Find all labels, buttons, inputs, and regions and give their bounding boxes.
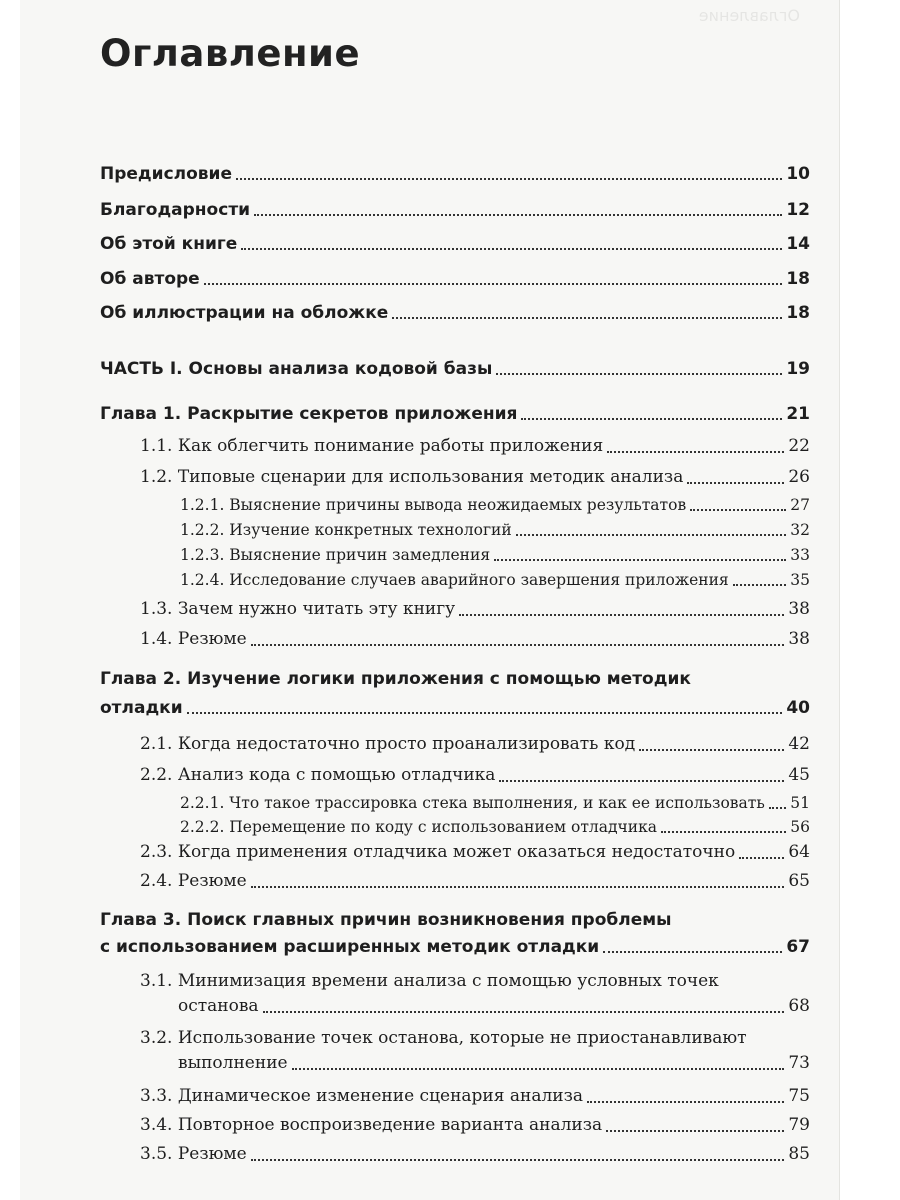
toc-label: 1.2.4. Исследование случаев аварийного завершения приложения <box>180 571 729 589</box>
toc-page-number: 12 <box>786 200 810 220</box>
leader-dots <box>241 247 782 250</box>
toc-page-number: 18 <box>786 269 810 289</box>
toc-entry-section-3-1[interactable] <box>140 969 810 1018</box>
toc-entry-chapter-3[interactable] <box>100 909 810 958</box>
toc-page-number: 42 <box>788 734 810 754</box>
toc-label: 3.4. Повторное воспроизведение варианта анализа <box>140 1115 603 1135</box>
leader-dots <box>516 533 787 536</box>
toc-entry-cover-illustration[interactable] <box>100 302 810 324</box>
toc-page-number: 64 <box>788 842 810 862</box>
leader-dots <box>769 806 787 809</box>
toc-entry-section-2-4[interactable] <box>140 869 810 893</box>
leader-dots <box>251 1158 785 1161</box>
toc-entry-section-3-4[interactable] <box>140 1113 810 1137</box>
toc-entry-section-2-2[interactable] <box>140 763 810 787</box>
toc-entry-section-1-1[interactable] <box>140 434 810 458</box>
toc-entry-section-1-2-3[interactable] <box>180 544 810 566</box>
toc-label: 1.4. Резюме <box>140 629 247 649</box>
toc-entry-section-2-2-1[interactable] <box>180 792 810 814</box>
toc-entry-preface[interactable] <box>100 163 810 185</box>
leader-dots <box>187 711 783 714</box>
toc-page-number: 10 <box>786 164 810 184</box>
leader-dots <box>521 417 782 420</box>
toc-page-number: 51 <box>790 794 810 812</box>
leader-dots <box>494 558 786 561</box>
toc-page-number: 67 <box>786 937 810 957</box>
toc-page-number: 73 <box>788 1053 810 1073</box>
toc-page-number: 38 <box>788 629 810 649</box>
toc-entry-section-2-3[interactable] <box>140 840 810 864</box>
toc-page-number: 32 <box>790 521 810 539</box>
toc-page-number: 27 <box>790 496 810 514</box>
toc-entry-chapter-1[interactable] <box>100 403 810 425</box>
toc-entry-about-book[interactable] <box>100 233 810 255</box>
toc-label: 3.3. Динамическое изменение сценария анализа <box>140 1086 584 1106</box>
toc-page-number: 22 <box>788 436 810 456</box>
leader-dots <box>459 613 784 616</box>
toc-page-number: 38 <box>788 599 810 619</box>
toc-label: Об иллюстрации на обложке <box>100 303 389 323</box>
toc-label: 3.5. Резюме <box>140 1144 247 1164</box>
toc-page-number: 68 <box>788 996 810 1016</box>
toc-entry-about-author[interactable] <box>100 268 810 290</box>
toc-label: 2.3. Когда применения отладчика может оказаться недостаточно <box>140 842 736 862</box>
leader-dots <box>687 481 784 484</box>
toc-label-line-2: выполнение <box>178 1053 288 1073</box>
leader-dots <box>603 950 782 953</box>
leader-dots <box>251 885 785 888</box>
toc-label-line-2: останова <box>178 996 259 1016</box>
toc-page-number: 19 <box>786 359 810 379</box>
leader-dots <box>499 779 784 782</box>
leader-dots <box>204 282 783 285</box>
toc-label: 1.2.3. Выяснение причин замедления <box>180 546 491 564</box>
toc-page-number: 75 <box>788 1086 810 1106</box>
toc-entry-section-2-2-2[interactable] <box>180 816 810 838</box>
toc-label: Об авторе <box>100 269 200 289</box>
toc-label-line-1: Глава 3. Поиск главных причин возникновения проблемы <box>100 910 672 930</box>
toc-entry-acknowledgements[interactable] <box>100 199 810 221</box>
leader-dots <box>392 316 782 319</box>
toc-entry-section-1-2-4[interactable] <box>180 569 810 591</box>
toc-entry-part-1[interactable] <box>100 358 810 380</box>
toc-entry-section-3-2[interactable] <box>140 1026 810 1075</box>
toc-label-line-1: Глава 2. Изучение логики приложения с помощью методик <box>100 669 691 689</box>
toc-label: 2.2.2. Перемещение по коду с использованием отладчика <box>180 818 658 836</box>
toc-entry-section-2-1[interactable] <box>140 732 810 756</box>
toc-label: 2.4. Резюме <box>140 871 247 891</box>
leader-dots <box>733 583 787 586</box>
toc-label: 2.2. Анализ кода с помощью отладчика <box>140 765 496 785</box>
toc-page-number: 21 <box>786 404 810 424</box>
leader-dots <box>263 1010 785 1013</box>
toc-page-number: 35 <box>790 571 810 589</box>
toc-entry-section-3-3[interactable] <box>140 1084 810 1108</box>
leader-dots <box>496 372 782 375</box>
leader-dots <box>587 1100 784 1103</box>
toc-entry-section-1-3[interactable] <box>140 597 810 621</box>
toc-label: 1.2.2. Изучение конкретных технологий <box>180 521 512 539</box>
leader-dots <box>690 508 786 511</box>
toc-page-number: 18 <box>786 303 810 323</box>
toc-label: 1.2.1. Выяснение причины вывода неожидаемых результатов <box>180 496 687 514</box>
toc-page-number: 79 <box>788 1115 810 1135</box>
book-page <box>20 0 840 1200</box>
leader-dots <box>236 177 782 180</box>
toc-label: 1.2. Типовые сценарии для использования методик анализа <box>140 467 684 487</box>
toc-label-line-2: с использованием расширенных методик отладки <box>100 937 600 957</box>
toc-label: 1.1. Как облегчить понимание работы приложения <box>140 436 604 456</box>
toc-label: Предисловие <box>100 164 232 184</box>
toc-label-line-2: отладки <box>100 698 183 718</box>
toc-entry-section-1-2[interactable] <box>140 465 810 489</box>
toc-label: Глава 1. Раскрытие секретов приложения <box>100 404 518 424</box>
toc-label-line-1: 3.1. Минимизация времени анализа с помощью условных точек <box>140 971 719 991</box>
toc-page-number: 33 <box>790 546 810 564</box>
toc-page-number: 26 <box>788 467 810 487</box>
toc-page-number: 56 <box>790 818 810 836</box>
toc-entry-section-1-2-1[interactable] <box>180 494 810 516</box>
toc-entry-section-3-5[interactable] <box>140 1142 810 1166</box>
leader-dots <box>739 856 784 859</box>
toc-entry-section-1-2-2[interactable] <box>180 519 810 541</box>
leader-dots <box>254 213 782 216</box>
toc-page-number: 65 <box>788 871 810 891</box>
leader-dots <box>251 643 785 646</box>
mirrored-running-head: Оглавление <box>698 6 800 25</box>
toc-label-line-1: 3.2. Использование точек останова, которые не приостанавливают <box>140 1028 747 1048</box>
toc-label: 2.2.1. Что такое трассировка стека выполнения, и как ее использовать <box>180 794 765 812</box>
leader-dots <box>607 450 784 453</box>
leader-dots <box>661 830 786 833</box>
toc-entry-section-1-4[interactable] <box>140 627 810 651</box>
toc-entry-chapter-2[interactable] <box>100 668 810 719</box>
toc-label: Об этой книге <box>100 234 238 254</box>
page-title: Оглавление <box>100 32 361 75</box>
toc-page-number: 45 <box>788 765 810 785</box>
leader-dots <box>639 748 784 751</box>
toc-label: 1.3. Зачем нужно читать эту книгу <box>140 599 456 619</box>
toc-label: Благодарности <box>100 200 251 220</box>
toc-label: ЧАСТЬ I. Основы анализа кодовой базы <box>100 359 493 379</box>
toc-page-number: 40 <box>786 698 810 718</box>
leader-dots <box>292 1067 785 1070</box>
leader-dots <box>606 1129 784 1132</box>
toc-page-number: 85 <box>788 1144 810 1164</box>
toc-page-number: 14 <box>786 234 810 254</box>
toc-label: 2.1. Когда недостаточно просто проанализировать код <box>140 734 636 754</box>
